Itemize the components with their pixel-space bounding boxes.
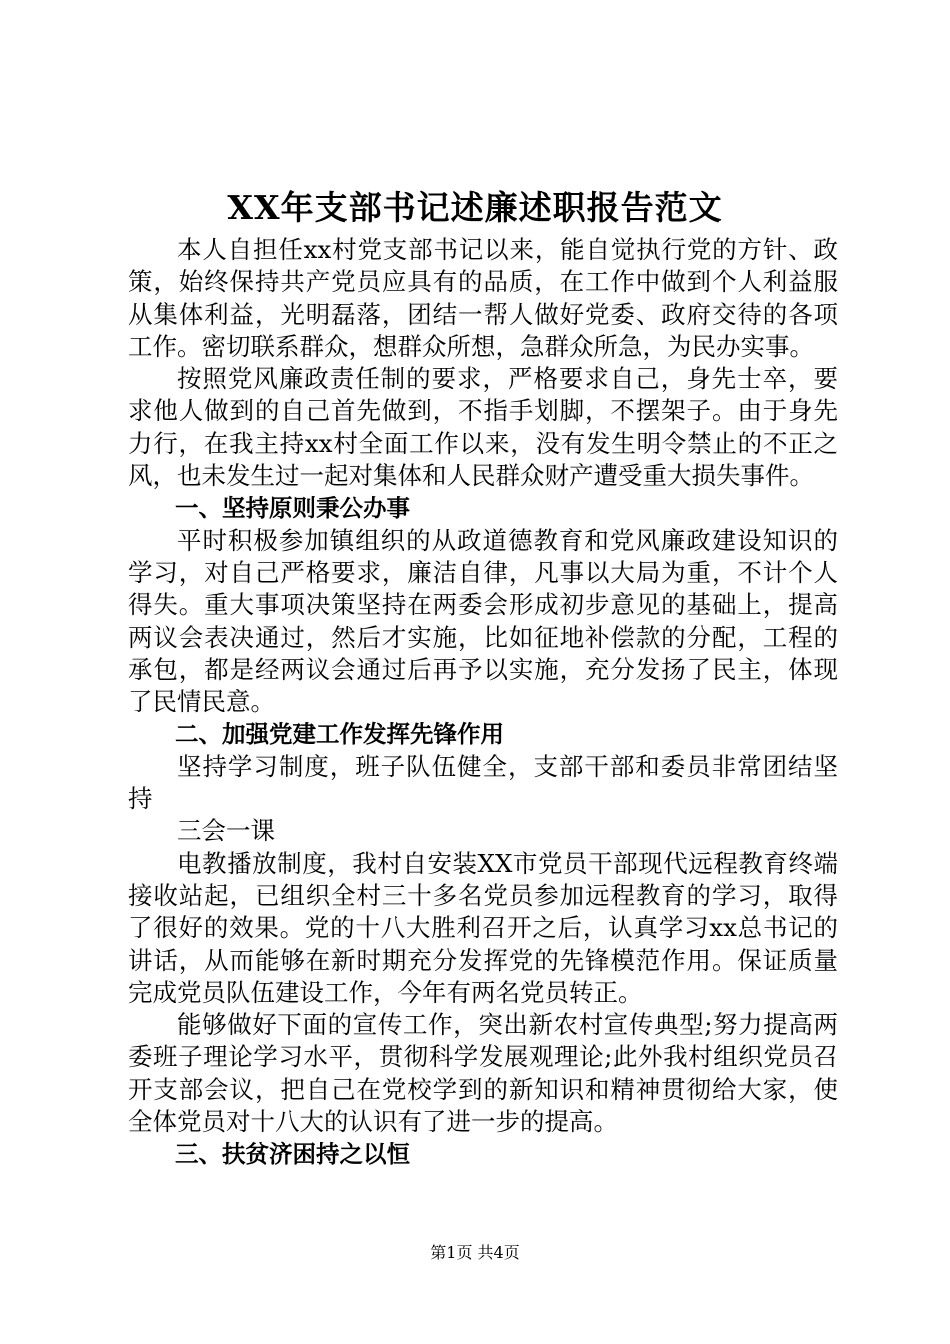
section-heading-2: 二、加强党建工作发挥先锋作用 (175, 720, 504, 749)
paragraph-principles: 平时积极参加镇组织的从政道德教育和党风廉政建设知识的学习，对自己严格要求，廉洁自律，凡事以大局为重，不计个人得失。重大事项决策坚持在两委会形成初步意见的基础上，提高两议会表决通过，然后才实施，比如征地补偿款的分配，工程的承包，都是经两议会通过后再予以实施，充分发扬了民主，体现了民情民意。 (128, 525, 838, 717)
section-heading-3: 三、扶贫济困持之以恒 (175, 1140, 410, 1169)
paragraph-three-meetings: 三会一课 (177, 816, 275, 846)
paragraph-intro: 本人自担任xx村党支部书记以来，能自觉执行党的方针、政策，始终保持共产党员应具有的品质，在工作中做到个人利益服从集体利益，光明磊落，团结一帮人做好党委、政府交待的各项工作。密切联系群众，想群众所想，急群众所急，为民办实事。 (128, 235, 838, 361)
paragraph-study-system: 坚持学习制度，班子队伍健全，支部干部和委员非常团结坚持 (128, 751, 838, 814)
paragraph-integrity: 按照党风廉政责任制的要求，严格要求自己，身先士卒，要求他人做到的自己首先做到，不指手划脚，不摆架子。由于身先力行，在我主持xx村全面工作以来，没有发生明令禁止的不正之风，也未发生过一起对集体和人民群众财产遭受重大损失事件。 (128, 364, 838, 491)
section-heading-1: 一、坚持原则秉公办事 (175, 494, 410, 523)
document-body (128, 234, 838, 1171)
document-title: XX年支部书记述廉述职报告范文 (227, 188, 723, 227)
paragraph-publicity: 能够做好下面的宣传工作，突出新农村宣传典型;努力提高两委班子理论学习水平，贯彻科学发展观理论;此外我村组织党员召开支部会议，把自己在党校学到的新知识和精神贯彻给大家，使全体党员对十八大的认识有了进一步的提高。 (128, 1010, 838, 1137)
page-number-footer: 第1页 共4页 (430, 1243, 520, 1262)
paragraph-remote-education: 电教播放制度，我村自安装XX市党员干部现代远程教育终端接收站起，已组织全村三十多名党员参加远程教育的学习，取得了很好的效果。党的十八大胜利召开之后，认真学习xx总书记的讲话，从而能够在新时期充分发挥党的先锋模范作用。保证质量完成党员队伍建设工作，今年有两名党员转正。 (128, 848, 838, 1007)
